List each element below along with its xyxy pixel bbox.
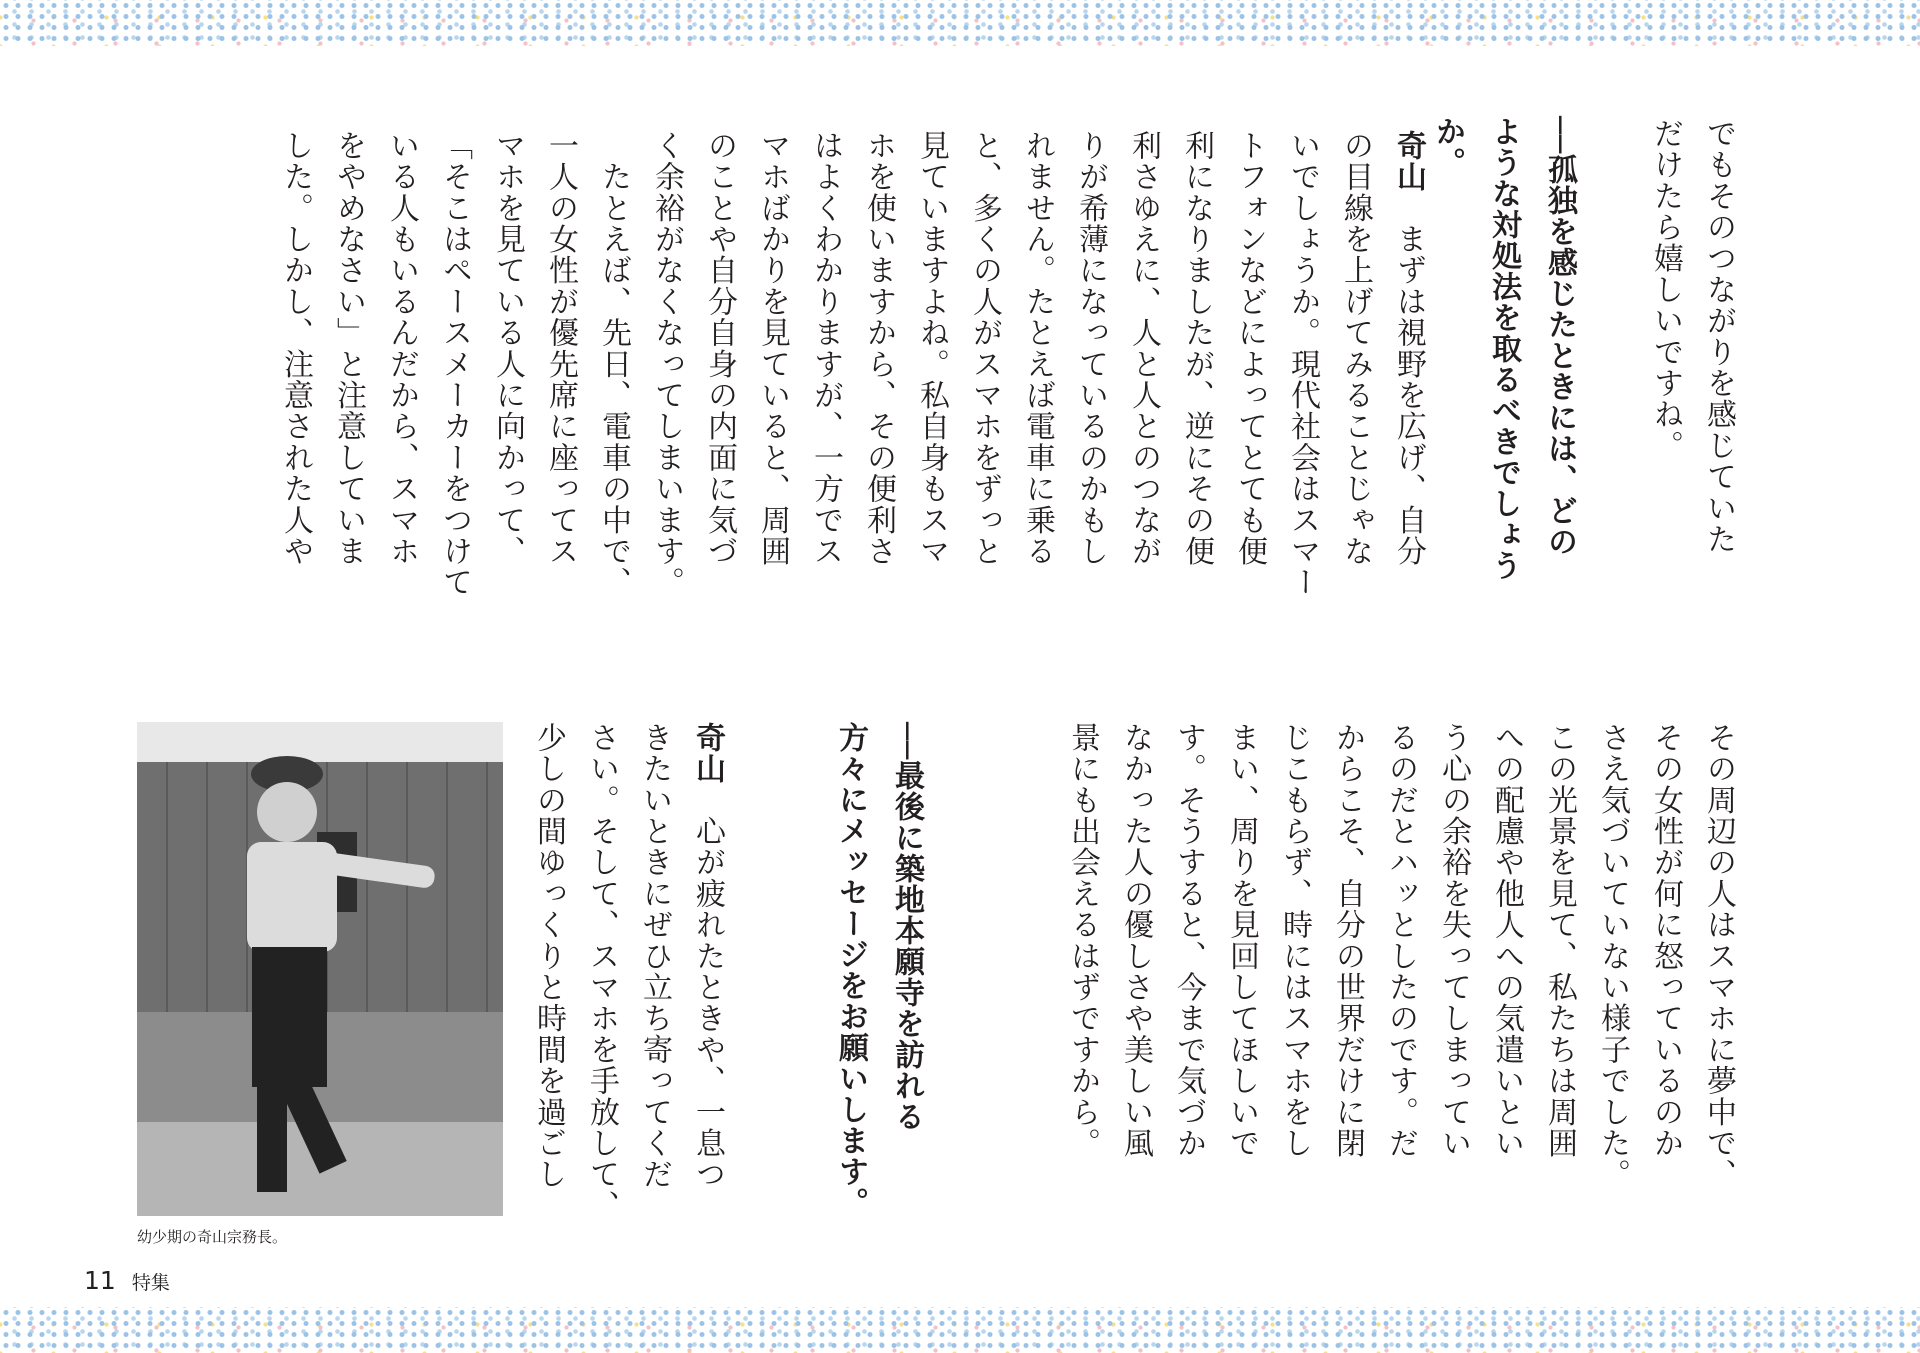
speaker-label-lower: 奇山 — [690, 722, 725, 785]
answer-text-lower: 心が疲れたときや、一息つ きたいときにぜひ立ち寄ってくだ さい。そして、スマホを手放して、 少しの間ゆっくりと時間を過ごし — [531, 722, 725, 1222]
photo-caption: 幼少期の奇山宗務長。 — [137, 1228, 288, 1246]
answer-body-message — [522, 722, 734, 1221]
question-heading-message: ──最後に築地本願寺を訪れる 方々にメッセージをお願いします。 — [833, 722, 924, 1218]
answer-text: まずは視野を広げ、自分 の目線を上げてみることじゃな いでしょうか。現代社会はスマー トフォンなどによってとても便 利になりましたが、逆にその便 利さゆえに、人と人とのつなが りが希薄になっているのかもし れません。たとえば電車に乗る と、多くの人がスマホをずっと 見ていますよね。私自身もスマ ホを使いますから、その便利さ はよくわかりますが、一方でス マホばかりを見ていると、周囲 のことや自分自身の内面に気づ く余裕がなくなってしまいます。 たとえば、先日、電車の中で、 一人の女性が優先席に座ってス マホを見ている人に向かって、 「そこはペースメーカーをつけて いる人もいるんだから、スマホ をやめなさい」と注意していま した。しかし、注意された人や — [278, 130, 1426, 598]
question-heading-loneliness: ──孤独を感じたときには、どの ような対処法を取るべきでしょう か。 — [1430, 116, 1577, 581]
section-label: 特集 — [131, 1272, 170, 1294]
page-number: 11 — [84, 1266, 116, 1295]
top-dot-border — [0, 0, 1920, 46]
answer-continuation-lower: その周辺の人はスマホに夢中で、 その女性が何に怒っているのか さえ気づいていない様子でした。 この光景を見て、私たちは周囲 への配慮や他人への気遣いとい う心の余裕を失ってしまってい るのだとハッとしたのです。だ からこそ、自分の世界だけに閉 じこもらず、時にはスマホをし まい、周りを見回してほしいで す。そうすると、今まで気づか なかった人の優しさや美しい風 景にも出会えるはずですから。 — [1065, 722, 1736, 1190]
answer-body-loneliness — [269, 130, 1435, 598]
bottom-dot-border — [0, 1307, 1920, 1353]
speaker-label: 奇山 — [1391, 130, 1426, 193]
page-footer — [84, 1266, 170, 1295]
answer-continuation: でもそのつながりを感じていた だけたら嬉しいですね。 — [1648, 118, 1736, 555]
childhood-photo — [137, 722, 503, 1216]
